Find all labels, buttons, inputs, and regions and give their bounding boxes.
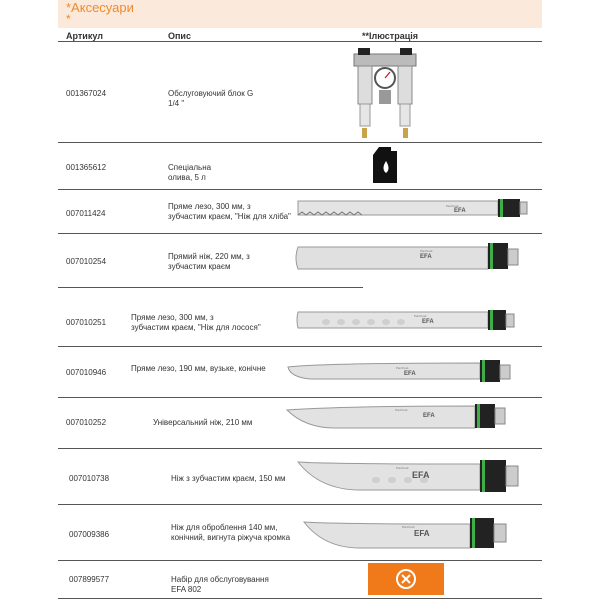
page-title: *Аксесуари	[66, 0, 134, 15]
svg-text:Pat.Pend.: Pat.Pend.	[446, 204, 460, 208]
salmon-knife-image	[296, 306, 526, 334]
svg-text:Pat.Pend.: Pat.Pend.	[396, 466, 410, 470]
svg-text:Pat.Pend.: Pat.Pend.	[396, 366, 410, 370]
row-divider	[58, 189, 542, 190]
svg-text:EFA: EFA	[412, 470, 430, 480]
column-header-article: Артикул	[66, 31, 103, 41]
column-header-description: Опис	[168, 31, 191, 41]
item-description: Універсальний ніж, 210 мм	[153, 418, 253, 427]
article-number: 001367024	[66, 89, 107, 98]
article-number: 001365612	[66, 163, 107, 172]
svg-text:EFA: EFA	[414, 529, 430, 538]
row-divider	[58, 560, 542, 561]
page-title-asterisk: *	[66, 12, 71, 26]
row-divider	[58, 448, 542, 449]
item-description: Набір для обслуговування EFA 802	[171, 575, 269, 594]
header-rule	[58, 41, 542, 42]
universal-knife-image	[285, 402, 517, 440]
svg-text:Pat.Pend.: Pat.Pend.	[402, 525, 416, 529]
row-divider	[58, 287, 363, 288]
svg-text:Pat.Pend.: Pat.Pend.	[420, 249, 434, 253]
curved-boning-knife-image	[302, 510, 524, 554]
item-description: Обслуговуючий блок G 1/4 "	[168, 89, 254, 108]
narrow-knife-image	[286, 357, 518, 385]
article-number: 007009386	[69, 530, 110, 539]
article-number: 007010252	[66, 418, 107, 427]
item-description: Пряме лезо, 300 мм, з зубчастим краєм, "Ніж для лосося"	[131, 313, 261, 332]
air-service-unit-image	[350, 48, 420, 140]
item-description: Пряме лезо, 190 мм, вузьке, конічне	[131, 364, 266, 373]
row-divider	[58, 142, 542, 143]
item-description: Ніж для оброблення 140 мм, конічний, вигнута ріжуча кромка	[171, 523, 291, 542]
item-description: Прямий ніж, 220 мм, з зубчастим краєм	[168, 252, 250, 271]
svg-text:Pat.Pend.: Pat.Pend.	[395, 408, 409, 412]
svg-text:EFA: EFA	[420, 254, 432, 260]
article-number: 007011424	[66, 209, 106, 218]
row-divider	[58, 504, 542, 505]
row-divider	[58, 598, 542, 599]
oil-canister-image	[371, 145, 401, 185]
svg-text:EFA: EFA	[454, 208, 466, 214]
column-header-illustration: **Ілюстрація	[362, 31, 418, 41]
item-description: Ніж з зубчастим краєм, 150 мм	[171, 474, 286, 483]
article-number: 007010251	[66, 318, 107, 327]
svg-text:EFA: EFA	[404, 371, 416, 377]
svg-text:EFA: EFA	[423, 413, 435, 419]
svg-text:Pat.Pend.: Pat.Pend.	[414, 314, 428, 318]
article-number: 007010254	[66, 257, 107, 266]
item-description: Спеціальна олива, 5 л	[168, 163, 212, 182]
article-number: 007010738	[69, 474, 110, 483]
curved-serrated-knife-image	[296, 452, 536, 500]
svg-text:EFA: EFA	[422, 319, 434, 325]
item-description: Пряме лезо, 300 мм, з зубчастим краєм, "Ніж для хліба"	[168, 202, 291, 221]
row-divider	[58, 346, 542, 347]
service-kit-image	[368, 563, 444, 595]
serrated-blade-image	[296, 193, 536, 223]
article-number: 007010946	[66, 368, 107, 377]
article-number: 007899577	[69, 575, 110, 584]
serrated-knife-image	[294, 239, 526, 275]
row-divider	[58, 233, 542, 234]
row-divider	[58, 397, 542, 398]
